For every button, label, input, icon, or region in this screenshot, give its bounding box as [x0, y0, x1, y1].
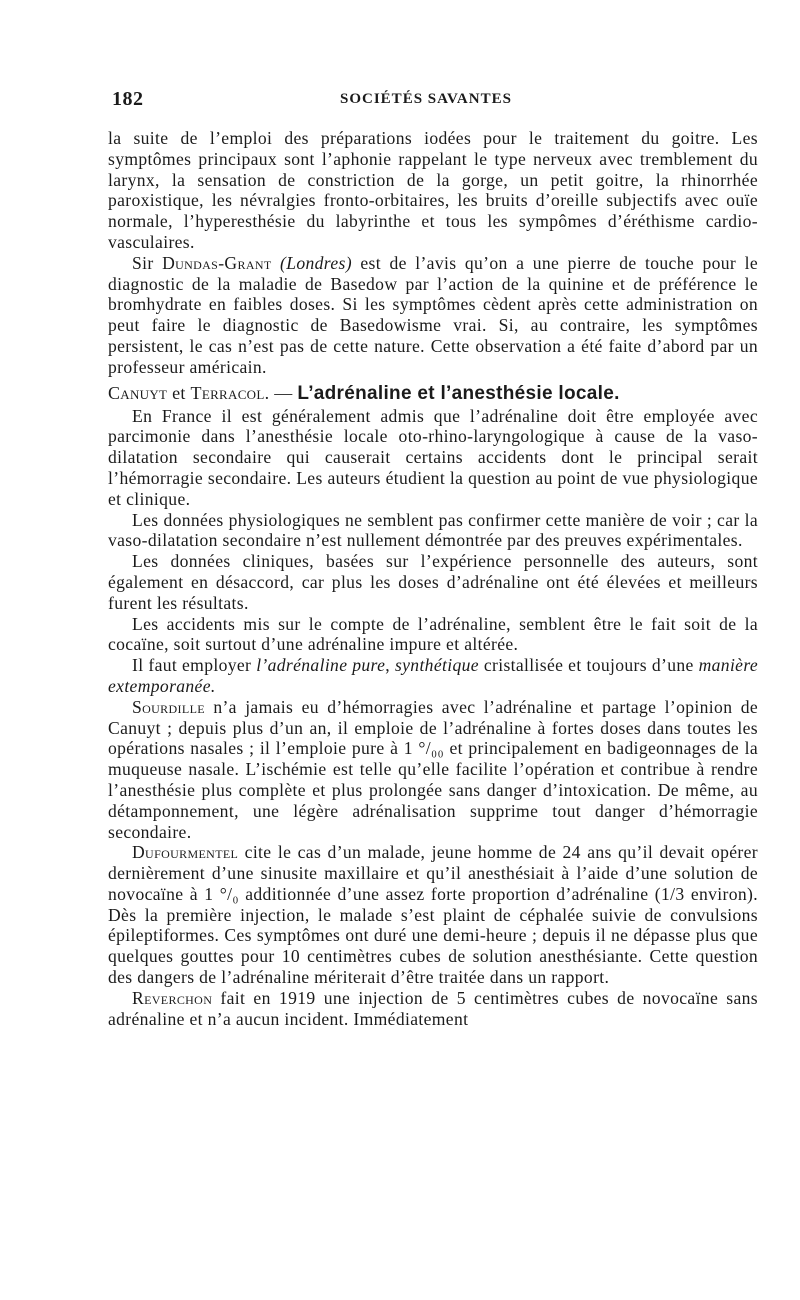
paragraph-text: cristallisée et toujours d’une	[483, 655, 694, 676]
page-number: 182	[112, 88, 144, 110]
emphasis-adrenaline-pure: l’adrénaline pure	[256, 655, 386, 676]
paragraph-physiologiques: Les données physiologiques ne semblent pas confirmer cette manière de voir ; car la vaso-dilatation secondaire n’est nullement démontrée par des preuves expérimentales.	[108, 509, 758, 551]
author-sourdille: Sourdille	[132, 696, 205, 717]
section-heading	[108, 381, 758, 406]
section-title: L’adrénaline et l’anesthésie locale.	[297, 382, 620, 404]
paragraph-text: fait en 1919 une injection de 5 centimètres cubes de novocaïne sans adrénaline et n’a aucun incident. Immédiatement	[108, 987, 758, 1029]
paragraph-text: n’a jamais eu d’hémorragies avec l’adrénaline et partage l’opinion de Canuyt ; depuis plus d’un an, il emploie de l’adrénaline à fortes doses dans toutes les opérations nasales ; il l’emploie pure à 1 °/₀₀ et principalement en badigeonnages de la muqueuse nasale. L’ischémie est telle qu’elle facilite l’opération et contribue à rendre l’anesthésie plus complète et plus prolongée sans danger d’intoxication. De même, au détamponnement, une légère adrénalisation supprime tout danger d’hémorragie secondaire.	[108, 696, 759, 842]
paragraph-employer	[108, 655, 758, 697]
document-page	[108, 88, 758, 1029]
author-reverchon: Reverchon	[132, 987, 213, 1008]
paragraph-accidents: Les accidents mis sur le compte de l’adrénaline, semblent être le fait soit de la cocaïne, soit surtout d’une adrénaline impure et altérée.	[108, 613, 758, 655]
paragraph-text: Il faut employer	[132, 655, 252, 676]
paragraph-intro: En France il est généralement admis que l’adrénaline doit être employée avec parcimonie dans l’anesthésie locale oto-rhino-laryngologique à cause de la vaso-dilatation secondaire qui causerait certains accidents dont le principal serait l’hémorragie secondaire. Les auteurs étudient la question au point de vue physiologique et clinique.	[108, 405, 758, 509]
paragraph-text: cite le cas d’un malade, jeune homme de 24 ans qu’il devait opérer dernièrement d’une sinusite maxillaire et qu’il anesthésiait à l’aide d’une solution de novocaïne à 1 °/₀ additionnée d’une assez forte proportion d’adrénaline (1/3 environ). Dès la première injection, le malade s’est plaint de céphalée suivie de convulsions épileptiformes. Ces symptômes ont duré une demi-heure ; depuis il ne dépasse plus que quelques gouttes pour 10 centimètres cubes de solution anesthésiante. Cette question des dangers de l’adrénaline mériterait d’être traitée dans un rapport.	[108, 842, 758, 988]
author-terracol: Terracol.	[190, 382, 270, 403]
place-londres: (Londres)	[280, 252, 352, 273]
body-text	[108, 128, 758, 1029]
paragraph-dundas-grant	[108, 253, 758, 378]
paragraph-cliniques: Les données cliniques, basées sur l’expérience personnelle des auteurs, sont également en désaccord, car plus les doses d’adrénaline ont été élevées et meilleurs furent les résultats.	[108, 551, 758, 613]
author-canuyt: Canuyt	[108, 382, 168, 403]
lead-word: Sir	[132, 252, 154, 273]
paragraph-dufourmentel	[108, 842, 758, 988]
paragraph-reverchon	[108, 988, 758, 1030]
paragraph-text: est de l’avis qu’on a une pierre de touche pour le diagnostic de la maladie de Basedow par l’action de la quinine et de préférence le bromhydrate en faibles doses. Si les symptômes cèdent après cette administration on peut faire le diagnostic de Basedowisme vrai. Si, au contraire, les symptômes persistent, le cas n’est pas de cette nature. Cette observation a été faite d’abord par un professeur américain.	[108, 252, 759, 377]
author-dundas-grant: Dundas-Grant	[162, 252, 272, 273]
emphasis-synthetique: synthétique	[394, 655, 479, 676]
emphasis-maniere: manière extemporanée.	[108, 655, 759, 696]
author-dufourmentel: Dufourmentel	[132, 842, 239, 863]
comma: ,	[385, 655, 391, 676]
page-header	[108, 88, 758, 118]
running-head: SOCIÉTÉS SAVANTES	[340, 91, 512, 107]
conjunction: et	[172, 382, 186, 403]
paragraph-sourdille	[108, 697, 758, 843]
paragraph-continuation: la suite de l’emploi des préparations iodées pour le traitement du goitre. Les symptômes principaux sont l’aphonie rappelant le type nerveux avec tremblement du larynx, la sensation de constriction de la gorge, un petit goitre, la rhinorrhée paroxistique, les névralgies fronto-orbitaires, les bruits d’oreille subjectifs avec ouïe normale, l’hyperesthésie du labyrinthe et tous les sympômes d’éréthisme cardio-vasculaires.	[108, 128, 758, 252]
heading-dash: —	[274, 382, 293, 403]
